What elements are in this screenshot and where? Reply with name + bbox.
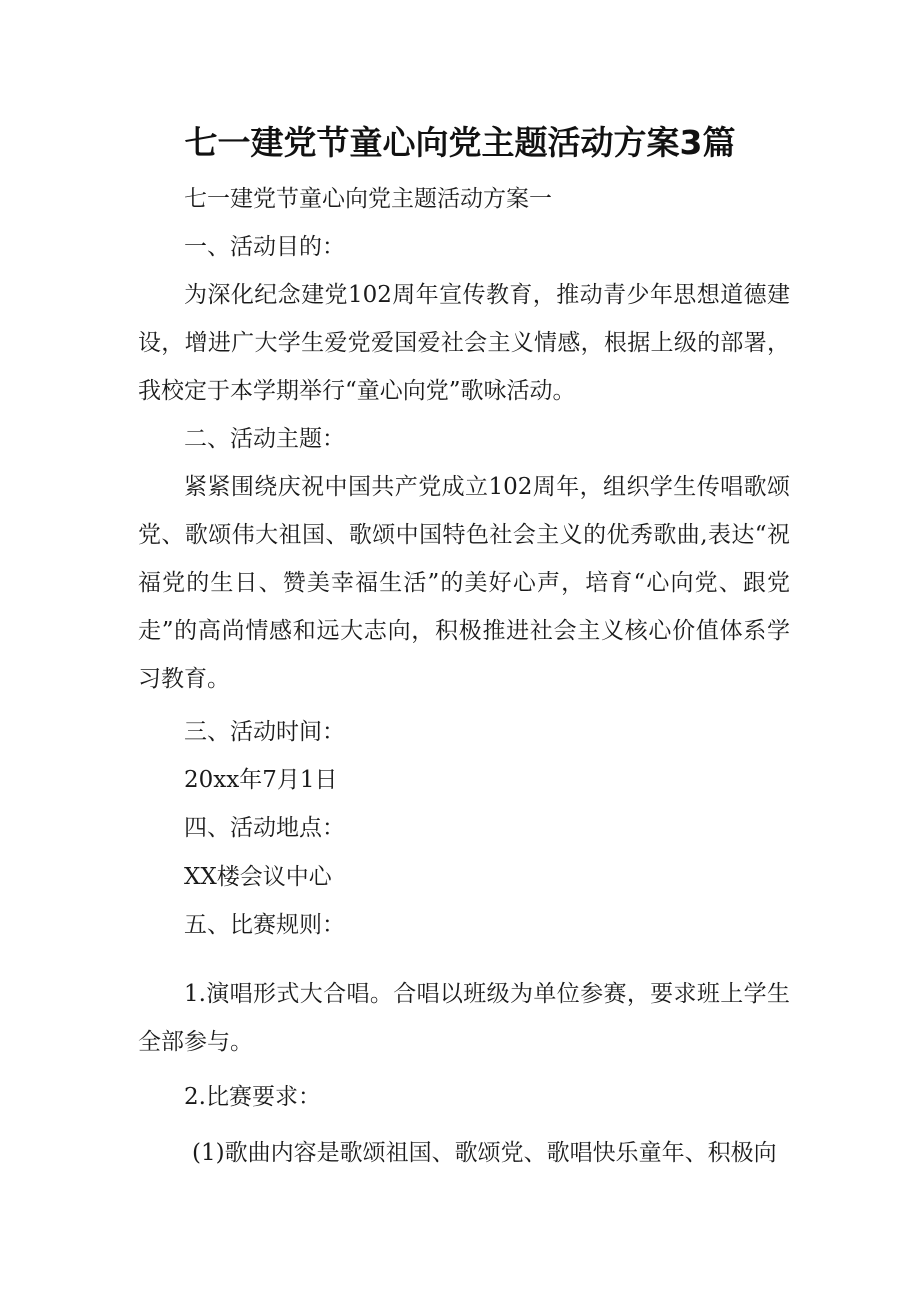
section-body-time: 20xx年7月1日 (184, 767, 338, 793)
section-heading-rules: 五、比赛规则： (184, 912, 345, 938)
section-heading-purpose: 一、活动目的： (184, 234, 345, 260)
rule-item-1: 1.演唱形式大合唱。合唱以班级为单位参赛，要求班上学生全部参与。 (138, 981, 790, 1055)
rule-subitem-1: (1)歌曲内容是歌颂祖国、歌颂党、歌唱快乐童年、积极向 (192, 1140, 777, 1166)
document-subtitle: 七一建党节童心向党主题活动方案一 (184, 186, 552, 212)
section-body-location: XX楼会议中心 (184, 864, 332, 890)
section-heading-theme: 二、活动主题： (184, 426, 345, 452)
section-heading-time: 三、活动时间： (184, 719, 345, 745)
section-body-theme: 紧紧围绕庆祝中国共产党成立102周年，组织学生传唱歌颂党、歌颂伟大祖国、歌颂中国特色社会主义的优秀歌曲,表达“祝福党的生日、赞美幸福生活”的美好心声，培育“心向党、跟党走”的高尚情感和远大志向，积极推进社会主义核心价值体系学习教育。 (138, 474, 790, 692)
rule-item-2: 2.比赛要求： (184, 1084, 321, 1110)
section-heading-location: 四、活动地点： (184, 815, 345, 841)
document-title: 七一建党节童心向党主题活动方案3篇 (184, 123, 736, 162)
section-body-purpose: 为深化纪念建党102周年宣传教育，推动青少年思想道德建设，增进广大学生爱党爱国爱社会主义情感，根据上级的部署，我校定于本学期举行“童心向党”歌咏活动。 (138, 282, 790, 404)
